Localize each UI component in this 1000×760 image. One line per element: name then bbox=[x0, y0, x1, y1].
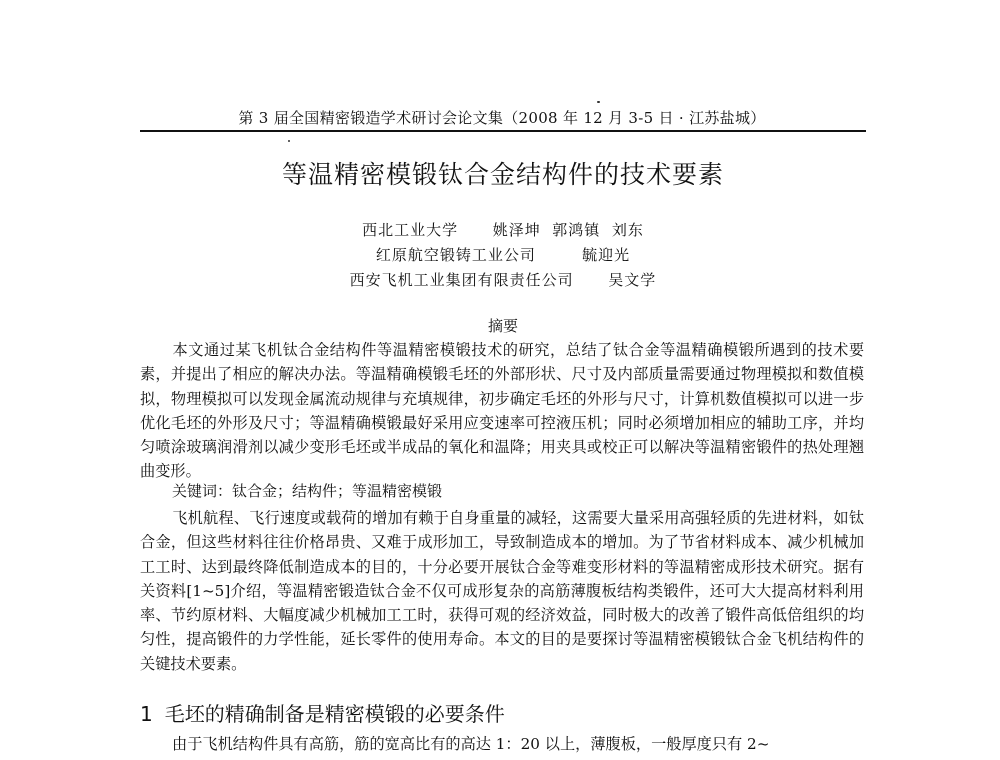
affiliation-line bbox=[140, 270, 866, 290]
scan-speck bbox=[597, 101, 600, 103]
affiliation-org: 西北工业大学 bbox=[362, 221, 459, 239]
section1-text: 由于飞机结构件具有高筋，筋的宽高比有的高达 1：20 以上，薄腹板，一般厚度只有 2~ bbox=[172, 735, 770, 753]
paper-title: 等温精密模锻钛合金结构件的技术要素 bbox=[281, 160, 724, 189]
running-head: 第 3 届全国精密锻造学术研讨会论文集（2008 年 12 月 3-5 日 · 江苏盐城） bbox=[238, 109, 766, 127]
intro-paragraph bbox=[140, 506, 864, 676]
section-heading bbox=[140, 701, 505, 727]
scan-speck bbox=[288, 140, 290, 142]
abstract-heading: 摘要 bbox=[487, 317, 518, 335]
section-title: 毛坯的精确制备是精密模锻的必要条件 bbox=[164, 702, 505, 726]
affiliation-line bbox=[140, 245, 866, 265]
abstract-text: 本文通过某飞机钛合金结构件等温精密模锻技术的研究，总结了钛合金等温精确模锻所遇到的技术要素，并提出了相应的解决办法。等温精确模锻毛坯的外部形状、尺寸及内部质量需要通过物理模拟和数值模拟，物理模拟可以发现金属流动规律与充填规律，初步确定毛坯的外形与尺寸，计算机数值模拟可以进一步优化毛坯的外形及尺寸；等温精确模锻最好采用应变速率可控液压机；同时必须增加相应的辅助工序，并均匀喷涂玻璃润滑剂以减少变形毛坯或半成品的氧化和温降；用夹具或校正可以解决等温精密锻件的热处理翘曲变形。 bbox=[140, 341, 864, 481]
affiliation-line bbox=[140, 220, 866, 240]
affiliation-org: 西安飞机工业集团有限责任公司 bbox=[349, 271, 574, 289]
affiliation-authors: 毓迎光 bbox=[582, 246, 631, 264]
affiliation-org: 红原航空锻铸工业公司 bbox=[375, 246, 536, 264]
section1-paragraph bbox=[140, 732, 864, 756]
affiliation-authors: 姚泽坤 郭鸿镇 刘东 bbox=[492, 221, 644, 239]
affiliation-authors: 吴文学 bbox=[608, 271, 657, 289]
abstract-paragraph bbox=[140, 338, 864, 484]
keywords: 关键词：钛合金；结构件；等温精密模锻 bbox=[172, 482, 443, 500]
intro-text: 飞机航程、飞行速度或载荷的增加有赖于自身重量的减轻，这需要大量采用高强轻质的先进材料，如钛合金，但这些材料往往价格昂贵、又难于成形加工，导致制造成本的增加。为了节省材料成本、减少机械加工工时、达到最终降低制造成本的目的，十分必要开展钛合金等难变形材料的等温精密成形技术研究。据有关资料[1~5]介绍，等温精密锻造钛合金不仅可成形复杂的高筋薄腹板结构类锻件，还可大大提高材料利用率、节约原材料、大幅度减少机械加工工时，获得可观的经济效益，同时极大的改善了锻件高低倍组织的均匀性，提高锻件的力学性能，延长零件的使用寿命。本文的目的是要探讨等温精密模锻钛合金飞机结构件的关键技术要素。 bbox=[140, 509, 864, 673]
section-number: 1 bbox=[140, 702, 153, 726]
header-rule bbox=[140, 130, 866, 132]
